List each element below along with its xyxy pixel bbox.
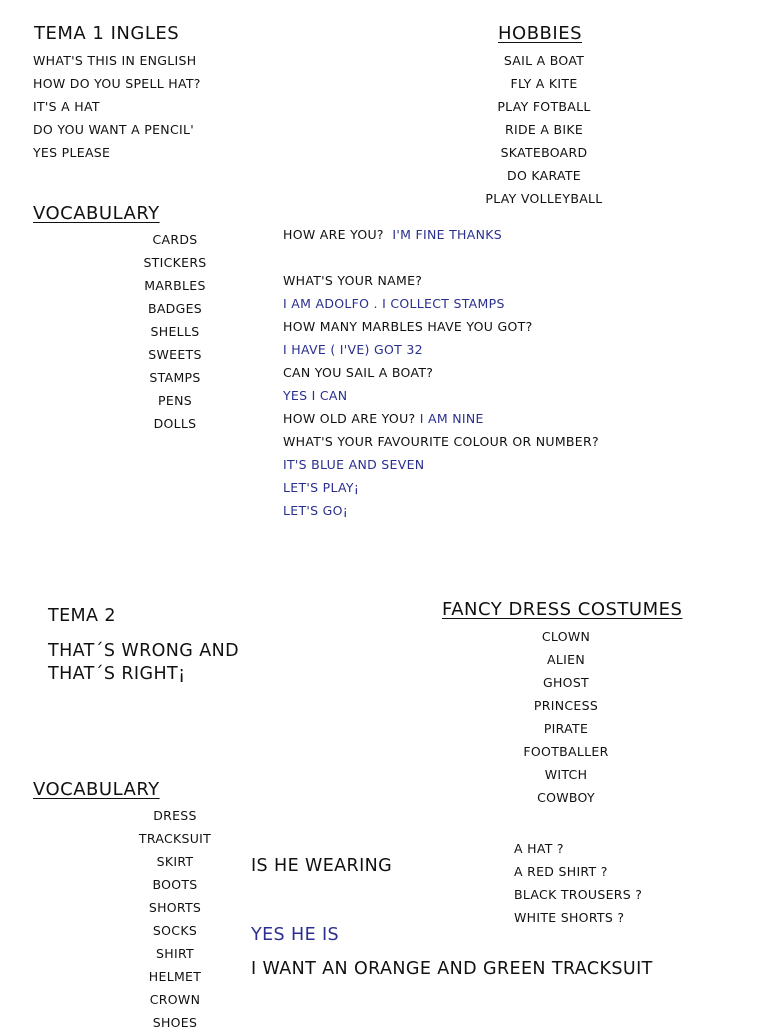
list-item: DRESS — [153, 808, 197, 823]
list-item: FOOTBALLER — [523, 744, 609, 759]
vocabulary2-list — [125, 804, 225, 1034]
vocabulary1-title: VOCABULARY — [33, 203, 160, 224]
list-item: BLACK TROUSERS ? — [514, 887, 643, 902]
answer-text: LET'S GO¡ — [283, 503, 349, 518]
wearing-want: I WANT AN ORANGE AND GREEN TRACKSUIT — [251, 959, 653, 979]
list-item: BADGES — [147, 301, 203, 316]
list-item: SKATEBOARD — [500, 145, 588, 160]
list-item: CLOWN — [541, 629, 591, 644]
list-item: FLY A KITE — [510, 76, 578, 91]
dialogue-line — [283, 223, 599, 246]
vocabulary2-title: VOCABULARY — [33, 779, 160, 800]
tema2-subtitle-line1: THAT´S WRONG AND — [48, 641, 239, 661]
tema2-subtitle-line2: THAT´S RIGHT¡ — [48, 664, 186, 684]
list-item: SKIRT — [156, 854, 194, 869]
answer-text: I AM NINE — [419, 411, 484, 426]
dialogue-line — [283, 407, 599, 430]
list-item: COWBOY — [537, 790, 595, 805]
list-item: A RED SHIRT ? — [514, 864, 608, 879]
answer-text: I AM ADOLFO . I COLLECT STAMPS — [283, 296, 505, 311]
question-text: HOW OLD ARE YOU? — [283, 411, 416, 426]
list-item: PLAY FOTBALL — [497, 99, 591, 114]
list-item: HELMET — [148, 969, 202, 984]
list-item: WHAT'S THIS IN ENGLISH — [33, 53, 197, 68]
list-item: SHOES — [152, 1015, 198, 1030]
list-item: HOW DO YOU SPELL HAT? — [33, 76, 201, 91]
answer-text: IT'S BLUE AND SEVEN — [283, 457, 425, 472]
wearing-options — [514, 837, 642, 929]
list-item: SAIL A BOAT — [503, 53, 585, 68]
list-item: MARBLES — [144, 278, 206, 293]
costumes-list — [506, 625, 626, 809]
answer-text: I'M FINE THANKS — [392, 227, 502, 242]
list-item: IT'S A HAT — [33, 99, 100, 114]
list-item: RIDE A BIKE — [504, 122, 584, 137]
question-text: HOW MANY MARBLES HAVE YOU GOT? — [283, 319, 533, 334]
wearing-question: IS HE WEARING — [251, 856, 393, 876]
list-item: SHELLS — [150, 324, 200, 339]
list-item: A HAT ? — [514, 841, 564, 856]
list-item: DO YOU WANT A PENCIL' — [33, 122, 194, 137]
list-item: SHORTS — [148, 900, 202, 915]
list-item: PRINCESS — [533, 698, 599, 713]
tema1-lines — [33, 49, 201, 164]
list-item: TRACKSUIT — [138, 831, 212, 846]
question-text: WHAT'S YOUR NAME? — [283, 273, 423, 288]
answer-text: I HAVE ( I'VE) GOT 32 — [283, 342, 423, 357]
costumes-title: FANCY DRESS COSTUMES — [442, 599, 683, 620]
list-item: SOCKS — [152, 923, 198, 938]
list-item: WITCH — [544, 767, 588, 782]
list-item: STAMPS — [149, 370, 201, 385]
list-item: PIRATE — [543, 721, 589, 736]
tema2-title: TEMA 2 — [48, 606, 116, 626]
answer-text: YES I CAN — [283, 388, 348, 403]
question-text: HOW ARE YOU? — [283, 227, 384, 242]
list-item: PENS — [158, 393, 192, 408]
hobbies-title: HOBBIES — [498, 23, 583, 44]
spacer — [283, 246, 599, 269]
list-item: CARDS — [152, 232, 198, 247]
list-item: CROWN — [149, 992, 201, 1007]
list-item: YES PLEASE — [33, 145, 111, 160]
question-text: CAN YOU SAIL A BOAT? — [283, 365, 434, 380]
list-item: STICKERS — [143, 255, 207, 270]
list-item: SHIRT — [156, 946, 194, 961]
answer-text: LET'S PLAY¡ — [283, 480, 360, 495]
vocabulary1-list — [125, 228, 225, 435]
list-item: DO KARATE — [507, 168, 581, 183]
list-item: ALIEN — [547, 652, 585, 667]
tema1-title: TEMA 1 INGLES — [34, 23, 180, 44]
list-item: PLAY VOLLEYBALL — [485, 191, 603, 206]
question-text: WHAT'S YOUR FAVOURITE COLOUR OR NUMBER? — [283, 434, 599, 449]
wearing-answer: YES HE IS — [251, 925, 340, 945]
dialogue — [283, 223, 599, 522]
hobbies-list — [474, 49, 614, 210]
list-item: DOLLS — [153, 416, 197, 431]
list-item: SWEETS — [148, 347, 202, 362]
list-item: BOOTS — [152, 877, 198, 892]
list-item: WHITE SHORTS ? — [514, 910, 625, 925]
list-item: GHOST — [543, 675, 589, 690]
